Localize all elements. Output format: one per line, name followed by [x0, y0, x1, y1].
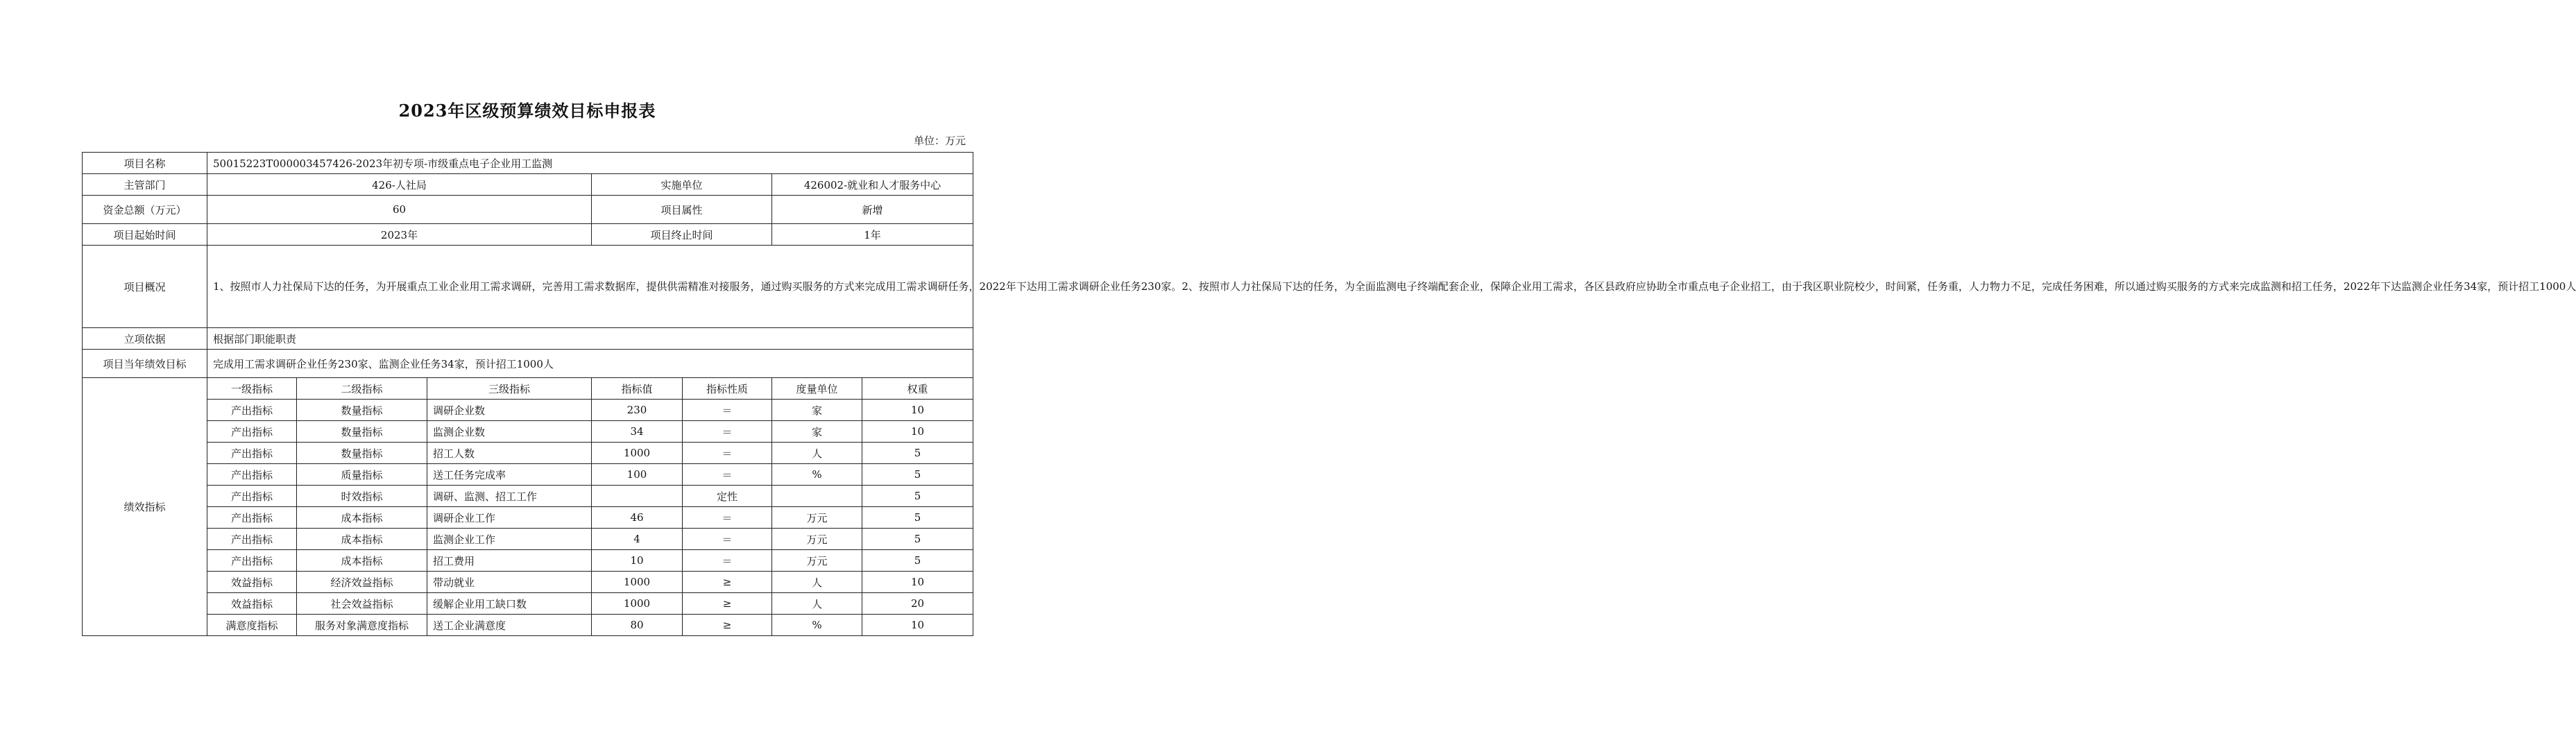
value-cell: 1000 — [592, 593, 683, 615]
indicator-row — [83, 572, 973, 593]
value-cell: 100 — [592, 464, 683, 486]
end-value: 1年 — [772, 224, 973, 246]
unit-cell: 万元 — [772, 507, 862, 529]
nature-cell: ≥ — [683, 593, 772, 615]
nature-cell: ＝ — [683, 421, 772, 443]
level3-cell: 调研企业工作 — [427, 507, 592, 529]
level3-cell: 招工费用 — [427, 550, 592, 572]
indicator-header: 度量单位 — [772, 378, 862, 400]
nature-cell: ＝ — [683, 507, 772, 529]
overview-value: 1、按照市人力社保局下达的任务，为开展重点工业企业用工需求调研，完善用工需求数据库，提供供需精准对接服务，通过购买服务的方式来完成用工需求调研任务，2022年下达用工需求调研企业任务230家。2、按照市人力社保局下达的任务，为全面监测电子终端配套企业，保障企业用工需求，各区县政府应协助全市重点电子企业招工，由于我区职业院校少，时间紧，任务重，人力物力不足，完成任务困难，所以通过购买服务的方式来完成监测和招工任务，2022年下达监测企业任务34家，预计招工1000人 — [207, 246, 973, 328]
level3-cell: 调研、监测、招工工作 — [427, 486, 592, 507]
level2-cell: 成本指标 — [297, 550, 427, 572]
weight-cell: 5 — [862, 486, 973, 507]
level2-cell: 成本指标 — [297, 529, 427, 550]
level3-cell: 监测企业工作 — [427, 529, 592, 550]
level1-cell: 产出指标 — [207, 443, 297, 464]
unit-cell — [772, 486, 862, 507]
level1-cell: 效益指标 — [207, 572, 297, 593]
overview-label: 项目概况 — [83, 246, 207, 328]
weight-cell: 10 — [862, 421, 973, 443]
basis-value: 根据部门职能职责 — [207, 328, 973, 350]
goal-value: 完成用工需求调研企业任务230家、监测企业任务34家，预计招工1000人 — [207, 350, 973, 378]
end-label: 项目终止时间 — [592, 224, 772, 246]
weight-cell: 5 — [862, 550, 973, 572]
level1-cell: 效益指标 — [207, 593, 297, 615]
level2-cell: 数量指标 — [297, 421, 427, 443]
level3-cell: 招工人数 — [427, 443, 592, 464]
unit-cell: 万元 — [772, 529, 862, 550]
level3-cell: 送工企业满意度 — [427, 615, 592, 636]
nature-cell: ＝ — [683, 464, 772, 486]
goal-label: 项目当年绩效目标 — [83, 350, 207, 378]
indicator-row — [83, 443, 973, 464]
level1-cell: 产出指标 — [207, 529, 297, 550]
value-cell: 46 — [592, 507, 683, 529]
impl-value: 426002-就业和人才服务中心 — [772, 174, 973, 196]
value-cell: 4 — [592, 529, 683, 550]
unit-cell: 家 — [772, 421, 862, 443]
indicator-row — [83, 615, 973, 636]
indicator-row — [83, 421, 973, 443]
dept-value: 426-人社局 — [207, 174, 592, 196]
level2-cell: 时效指标 — [297, 486, 427, 507]
level1-cell: 产出指标 — [207, 400, 297, 421]
indicator-row — [83, 507, 973, 529]
budget-performance-table — [82, 152, 2576, 636]
attr-value: 新增 — [772, 196, 973, 224]
unit-label: 单位：万元 — [913, 135, 966, 147]
project-name-value: 50015223T000003457426-2023年初专项-市级重点电子企业用工监测 — [207, 153, 973, 174]
nature-cell: ＝ — [683, 443, 772, 464]
nature-cell: ＝ — [683, 550, 772, 572]
value-cell: 80 — [592, 615, 683, 636]
value-cell: 1000 — [592, 443, 683, 464]
unit-cell: % — [772, 464, 862, 486]
nature-cell: ≥ — [683, 615, 772, 636]
nature-cell: ＝ — [683, 400, 772, 421]
level1-cell: 产出指标 — [207, 550, 297, 572]
weight-cell: 5 — [862, 443, 973, 464]
attr-label: 项目属性 — [592, 196, 772, 224]
weight-cell: 20 — [862, 593, 973, 615]
indicator-header: 指标值 — [592, 378, 683, 400]
level3-cell: 监测企业数 — [427, 421, 592, 443]
weight-cell: 10 — [862, 400, 973, 421]
impl-label: 实施单位 — [592, 174, 772, 196]
level1-cell: 产出指标 — [207, 464, 297, 486]
weight-cell: 5 — [862, 507, 973, 529]
level2-cell: 数量指标 — [297, 443, 427, 464]
level1-cell: 产出指标 — [207, 507, 297, 529]
page-title: 2023年区级预算绩效目标申报表 — [398, 101, 656, 121]
dept-label: 主管部门 — [83, 174, 207, 196]
level2-cell: 经济效益指标 — [297, 572, 427, 593]
nature-cell: ≥ — [683, 572, 772, 593]
level2-cell: 服务对象满意度指标 — [297, 615, 427, 636]
indicator-header: 三级指标 — [427, 378, 592, 400]
level2-cell: 数量指标 — [297, 400, 427, 421]
unit-cell: 人 — [772, 572, 862, 593]
level3-cell: 送工任务完成率 — [427, 464, 592, 486]
weight-cell: 10 — [862, 615, 973, 636]
funds-value: 60 — [207, 196, 592, 224]
project-name-label: 项目名称 — [83, 153, 207, 174]
value-cell: 10 — [592, 550, 683, 572]
weight-cell: 5 — [862, 529, 973, 550]
level2-cell: 社会效益指标 — [297, 593, 427, 615]
start-label: 项目起始时间 — [83, 224, 207, 246]
level1-cell: 产出指标 — [207, 421, 297, 443]
value-cell — [592, 486, 683, 507]
unit-cell: 人 — [772, 443, 862, 464]
start-value: 2023年 — [207, 224, 592, 246]
unit-cell: 万元 — [772, 550, 862, 572]
indicator-header: 权重 — [862, 378, 973, 400]
value-cell: 1000 — [592, 572, 683, 593]
funds-label: 资金总额（万元） — [83, 196, 207, 224]
level1-cell: 满意度指标 — [207, 615, 297, 636]
indicator-header: 一级指标 — [207, 378, 297, 400]
level3-cell: 带动就业 — [427, 572, 592, 593]
indicator-row — [83, 464, 973, 486]
unit-cell: 家 — [772, 400, 862, 421]
weight-cell: 5 — [862, 464, 973, 486]
nature-cell: ＝ — [683, 529, 772, 550]
basis-label: 立项依据 — [83, 328, 207, 350]
unit-cell: 人 — [772, 593, 862, 615]
perf-label: 绩效指标 — [83, 378, 207, 636]
indicator-header: 指标性质 — [683, 378, 772, 400]
indicator-row — [83, 486, 973, 507]
level2-cell: 成本指标 — [297, 507, 427, 529]
nature-cell: 定性 — [683, 486, 772, 507]
level3-cell: 缓解企业用工缺口数 — [427, 593, 592, 615]
unit-cell: % — [772, 615, 862, 636]
indicator-row — [83, 550, 973, 572]
indicator-row — [83, 400, 973, 421]
indicator-row — [83, 593, 973, 615]
value-cell: 230 — [592, 400, 683, 421]
level1-cell: 产出指标 — [207, 486, 297, 507]
indicator-row — [83, 529, 973, 550]
level3-cell: 调研企业数 — [427, 400, 592, 421]
level2-cell: 质量指标 — [297, 464, 427, 486]
indicator-header: 二级指标 — [297, 378, 427, 400]
weight-cell: 10 — [862, 572, 973, 593]
value-cell: 34 — [592, 421, 683, 443]
